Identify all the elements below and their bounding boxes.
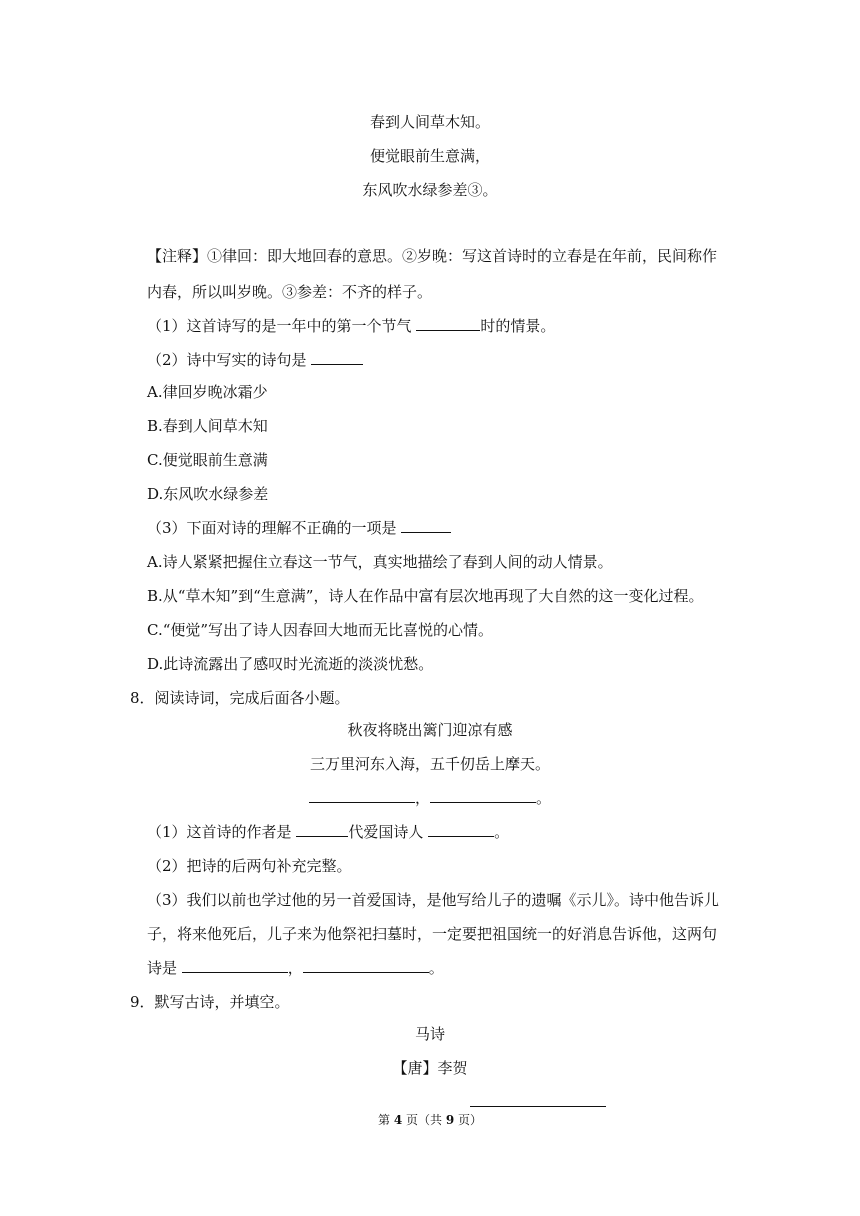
poem-line: 春到人间草木知。 xyxy=(369,113,490,131)
option-a: A.诗人紧紧把握住立春这一节气，真实地描绘了春到人间的动人情景。 xyxy=(147,553,613,571)
poem-line: 东风吹水绿参差③。 xyxy=(362,181,498,199)
answer-blank[interactable] xyxy=(182,958,288,973)
page-footer: 第 4 页（共 9 页） xyxy=(377,1113,482,1127)
answer-blank[interactable] xyxy=(416,316,480,331)
answer-blank[interactable] xyxy=(428,822,494,837)
option-c: C.便觉眼前生意满 xyxy=(147,451,268,469)
footer-rule xyxy=(470,1106,606,1107)
q8-question-1: （1）这首诗的作者是 代爱国诗人 。 xyxy=(147,823,510,841)
answer-blank[interactable] xyxy=(401,518,451,533)
option-b: B.从“草木知”到“生意满”，诗人在作品中富有层次地再现了大自然的这一变化过程。 xyxy=(147,587,704,605)
poem-line: 便觉眼前生意满， xyxy=(369,147,490,165)
q8-question-3-line-2: 子，将来他死后，儿子来为他祭祀扫墓时，一定要把祖国统一的好消息告诉他，这两句 xyxy=(147,925,718,943)
current-page-number: 4 xyxy=(393,1113,403,1127)
notes-line-1: 【注释】①律回：即大地回春的意思。②岁晚：写这首诗时的立春是在年前，民间称作 xyxy=(147,247,718,265)
poem-line: 三万里河东入海，五千仞岳上摩天。 xyxy=(309,755,550,773)
poem-title: 秋夜将晓出篱门迎凉有感 xyxy=(347,721,513,739)
option-c: C.“便觉”写出了诗人因春回大地而无比喜悦的心情。 xyxy=(147,621,494,639)
option-d: D.此诗流露出了感叹时光流逝的淡淡忧愁。 xyxy=(147,655,434,673)
answer-blank[interactable] xyxy=(430,788,536,803)
answer-blank[interactable] xyxy=(311,350,363,365)
total-page-number: 9 xyxy=(445,1113,455,1127)
q8-question-3-line-1: （3）我们以前也学过他的另一首爱国诗，是他写给儿子的遗嘱《示儿》。诗中他告诉儿 xyxy=(147,891,720,909)
answer-blank[interactable] xyxy=(303,958,429,973)
q7-question-1: （1）这首诗写的是一年中的第一个节气 时的情景。 xyxy=(147,317,556,335)
option-a: A.律回岁晚冰霜少 xyxy=(147,383,268,401)
notes-line-2: 内春，所以叫岁晚。③参差：不齐的样子。 xyxy=(147,283,433,301)
poem-blank-line: ， 。 xyxy=(0,788,860,808)
answer-blank[interactable] xyxy=(309,788,415,803)
q9-stem: 9．默写古诗，并填空。 xyxy=(130,993,290,1011)
q7-question-2: （2）诗中写实的诗句是 xyxy=(147,350,363,370)
q8-stem: 8．阅读诗词，完成后面各小题。 xyxy=(130,689,350,707)
option-b: B.春到人间草木知 xyxy=(147,417,268,435)
poem-author: 【唐】李贺 xyxy=(392,1059,468,1077)
q8-question-2: （2）把诗的后两句补充完整。 xyxy=(147,857,352,875)
q7-question-3: （3）下面对诗的理解不正确的一项是 xyxy=(147,518,451,538)
option-d: D.东风吹水绿参差 xyxy=(147,485,269,503)
q8-question-3-line-3: 诗是 ， 。 xyxy=(147,959,444,977)
poem-title: 马诗 xyxy=(414,1025,445,1043)
answer-blank[interactable] xyxy=(296,822,348,837)
